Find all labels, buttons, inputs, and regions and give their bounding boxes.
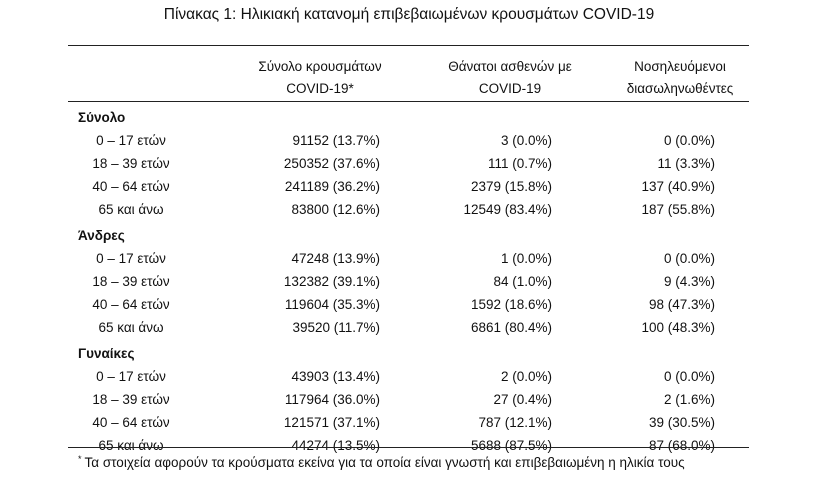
age-cell: 0 – 17 ετών [96, 133, 166, 148]
intubated-cell: 87 (68.0%) [648, 438, 715, 453]
group-header-women [0, 342, 818, 365]
deaths-cell: 84 (1.0%) [493, 274, 552, 289]
deaths-cell: 27 (0.4%) [493, 392, 552, 407]
deaths-cell: 2379 (15.8%) [470, 179, 552, 194]
intubated-cell: 2 (1.6%) [663, 392, 715, 407]
intubated-cell: 11 (3.3%) [657, 156, 715, 171]
table-row [0, 411, 818, 434]
age-cell: 18 – 39 ετών [92, 156, 170, 171]
footnote-text: Τα στοιχεία αφορούν τα κρούσματα εκείνα για τα οποία είναι γνωστή και επιβεβαιωμένη η ηλικία τους [84, 455, 685, 470]
age-cell: 65 και άνω [98, 320, 164, 335]
intubated-cell: 187 (55.8%) [641, 202, 715, 217]
age-cell: 18 – 39 ετών [92, 274, 170, 289]
table-row [0, 129, 818, 152]
header-intubated-line2: διασωληνωθέντες [626, 81, 734, 96]
cases-cell: 47248 (13.9%) [291, 251, 380, 266]
footnote [78, 454, 685, 470]
table-row [0, 316, 818, 339]
table-row [0, 247, 818, 270]
header-deaths-line1: Θάνατοι ασθενών με [448, 59, 572, 74]
table-row [0, 293, 818, 316]
age-cell: 65 και άνω [98, 438, 164, 453]
cases-cell: 121571 (37.1%) [283, 415, 380, 430]
table-body [0, 106, 818, 457]
table-row [0, 365, 818, 388]
table-row [0, 152, 818, 175]
header-cases-line2: COVID-19* [286, 81, 354, 96]
table-row [0, 175, 818, 198]
intubated-cell: 100 (48.3%) [641, 320, 715, 335]
age-cell: 40 – 64 ετών [92, 179, 170, 194]
deaths-cell: 1 (0.0%) [500, 251, 552, 266]
intubated-cell: 0 (0.0%) [663, 133, 715, 148]
age-cell: 18 – 39 ετών [92, 392, 170, 407]
deaths-cell: 12549 (83.4%) [463, 202, 552, 217]
table-row [0, 198, 818, 221]
cases-cell: 119604 (35.3%) [284, 297, 380, 312]
header-cases [240, 56, 400, 100]
deaths-cell: 2 (0.0%) [500, 369, 552, 384]
top-rule [68, 45, 749, 46]
age-cell: 65 και άνω [98, 202, 164, 217]
deaths-cell: 1592 (18.6%) [470, 297, 552, 312]
deaths-cell: 6861 (80.4%) [470, 320, 552, 335]
intubated-cell: 137 (40.9%) [641, 179, 715, 194]
bottom-rule [68, 447, 749, 448]
header-intubated [605, 56, 755, 100]
cases-cell: 39520 (11.7%) [292, 320, 380, 335]
table-row [0, 270, 818, 293]
intubated-cell: 39 (30.5%) [648, 415, 715, 430]
deaths-cell: 111 (0.7%) [487, 156, 552, 171]
cases-cell: 83800 (12.6%) [291, 202, 380, 217]
group-label: Σύνολο [78, 110, 126, 125]
cases-cell: 44274 (13.5%) [291, 438, 380, 453]
cases-cell: 43903 (13.4%) [291, 369, 380, 384]
group-label: Γυναίκες [78, 346, 135, 361]
cases-cell: 117964 (36.0%) [284, 392, 380, 407]
header-cases-line1: Σύνολο κρουσμάτων [258, 59, 382, 74]
deaths-cell: 787 (12.1%) [478, 415, 552, 430]
age-cell: 0 – 17 ετών [96, 369, 166, 384]
age-cell: 0 – 17 ετών [96, 251, 166, 266]
header-rule [68, 101, 749, 102]
table-title: Πίνακας 1: Ηλικιακή κατανομή επιβεβαιωμένων κρουσμάτων COVID-19 [163, 6, 655, 23]
footnote-marker: * [78, 454, 82, 464]
group-header-men [0, 224, 818, 247]
intubated-cell: 0 (0.0%) [663, 251, 715, 266]
age-cell: 40 – 64 ετών [92, 415, 170, 430]
intubated-cell: 98 (47.3%) [648, 297, 715, 312]
cases-cell: 91152 (13.7%) [292, 133, 380, 148]
deaths-cell: 5688 (87.5%) [470, 438, 552, 453]
cases-cell: 132382 (39.1%) [283, 274, 380, 289]
deaths-cell: 3 (0.0%) [500, 133, 552, 148]
age-cell: 40 – 64 ετών [92, 297, 170, 312]
table-row [0, 388, 818, 411]
cases-cell: 241189 (36.2%) [284, 179, 380, 194]
header-deaths [425, 56, 595, 100]
header-intubated-line1: Νοσηλευόμενοι [634, 59, 726, 74]
header-deaths-line2: COVID-19 [478, 81, 542, 96]
intubated-cell: 0 (0.0%) [663, 369, 715, 384]
group-label: Άνδρες [78, 228, 125, 243]
intubated-cell: 9 (4.3%) [663, 274, 715, 289]
group-header-total [0, 106, 818, 129]
cases-cell: 250352 (37.6%) [283, 156, 380, 171]
